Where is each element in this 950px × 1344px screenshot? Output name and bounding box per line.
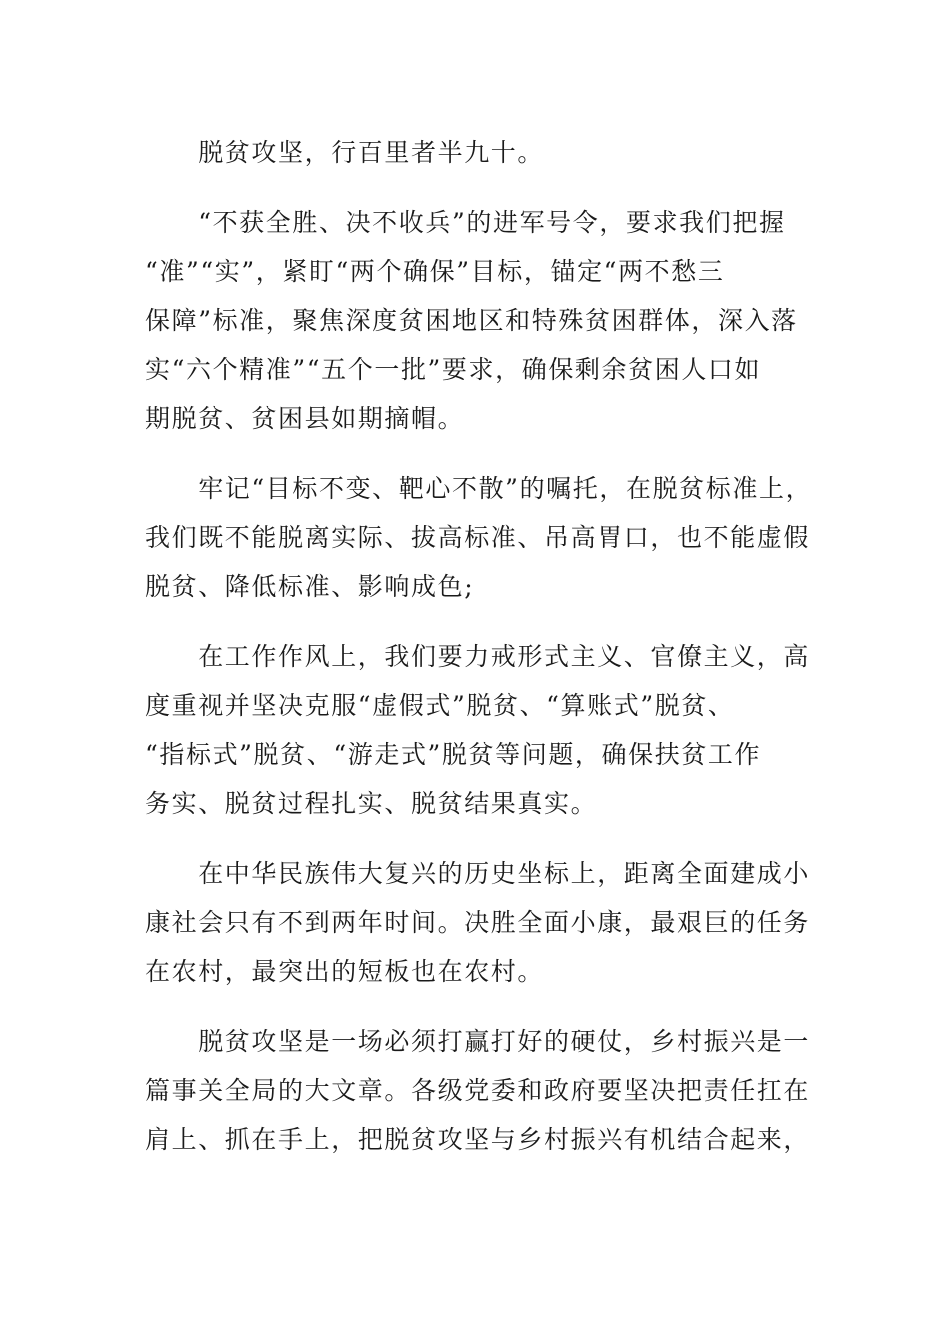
paragraph-5	[145, 849, 811, 996]
paragraph-line: 康社会只有不到两年时间。决胜全面小康，最艰巨的任务	[145, 908, 811, 937]
paragraph-1	[145, 128, 795, 177]
paragraph-line: 牢记“目标不变、靶心不散”的嘱托，在脱贫标准上，	[145, 474, 813, 503]
paragraph-line: 度重视并坚决克服“虚假式”脱贫、“算账式”脱贫、	[145, 691, 735, 720]
paragraph-line: 脱贫攻坚是一场必须打赢打好的硬仗，乡村振兴是一	[145, 1027, 811, 1056]
paragraph-line: 务实、脱贫过程扎实、脱贫结果真实。	[145, 789, 598, 818]
paragraph-line: 在农村，最突出的短板也在农村。	[145, 957, 545, 986]
paragraph-2	[145, 198, 798, 443]
paragraph-line: 脱贫、降低标准、影响成色;	[145, 572, 475, 601]
paragraph-line: “准”“实”，紧盯“两个确保”目标，锚定“两不愁三	[145, 257, 725, 286]
paragraph-line: 篇事关全局的大文章。各级党委和政府要坚决把责任扛在	[145, 1076, 811, 1105]
paragraph-line: 我们既不能脱离实际、拔高标准、吊高胃口，也不能虚假	[145, 523, 811, 552]
paragraph-line: “不获全胜、决不收兵”的进军号令，要求我们把握	[145, 208, 786, 237]
paragraph-6	[145, 1017, 811, 1164]
paragraph-line: 肩上、抓在手上，把脱贫攻坚与乡村振兴有机结合起来，	[145, 1125, 811, 1154]
paragraph-line: 保障”标准，聚焦深度贫困地区和特殊贫困群体，深入落	[145, 306, 798, 335]
paragraph-line: 脱贫攻坚，行百里者半九十。	[145, 138, 545, 167]
document-body	[145, 128, 813, 1185]
paragraph-3	[145, 464, 813, 611]
paragraph-line: 期脱贫、贫困县如期摘帽。	[145, 404, 465, 433]
paragraph-line: 在中华民族伟大复兴的历史坐标上，距离全面建成小	[145, 859, 811, 888]
paragraph-line: “指标式”脱贫、“游走式”脱贫等问题，确保扶贫工作	[145, 740, 762, 769]
paragraph-line: 实“六个精准”“五个一批”要求，确保剩余贫困人口如	[145, 355, 762, 384]
paragraph-line: 在工作作风上，我们要力戒形式主义、官僚主义，高	[145, 642, 811, 671]
paragraph-4	[145, 632, 811, 828]
